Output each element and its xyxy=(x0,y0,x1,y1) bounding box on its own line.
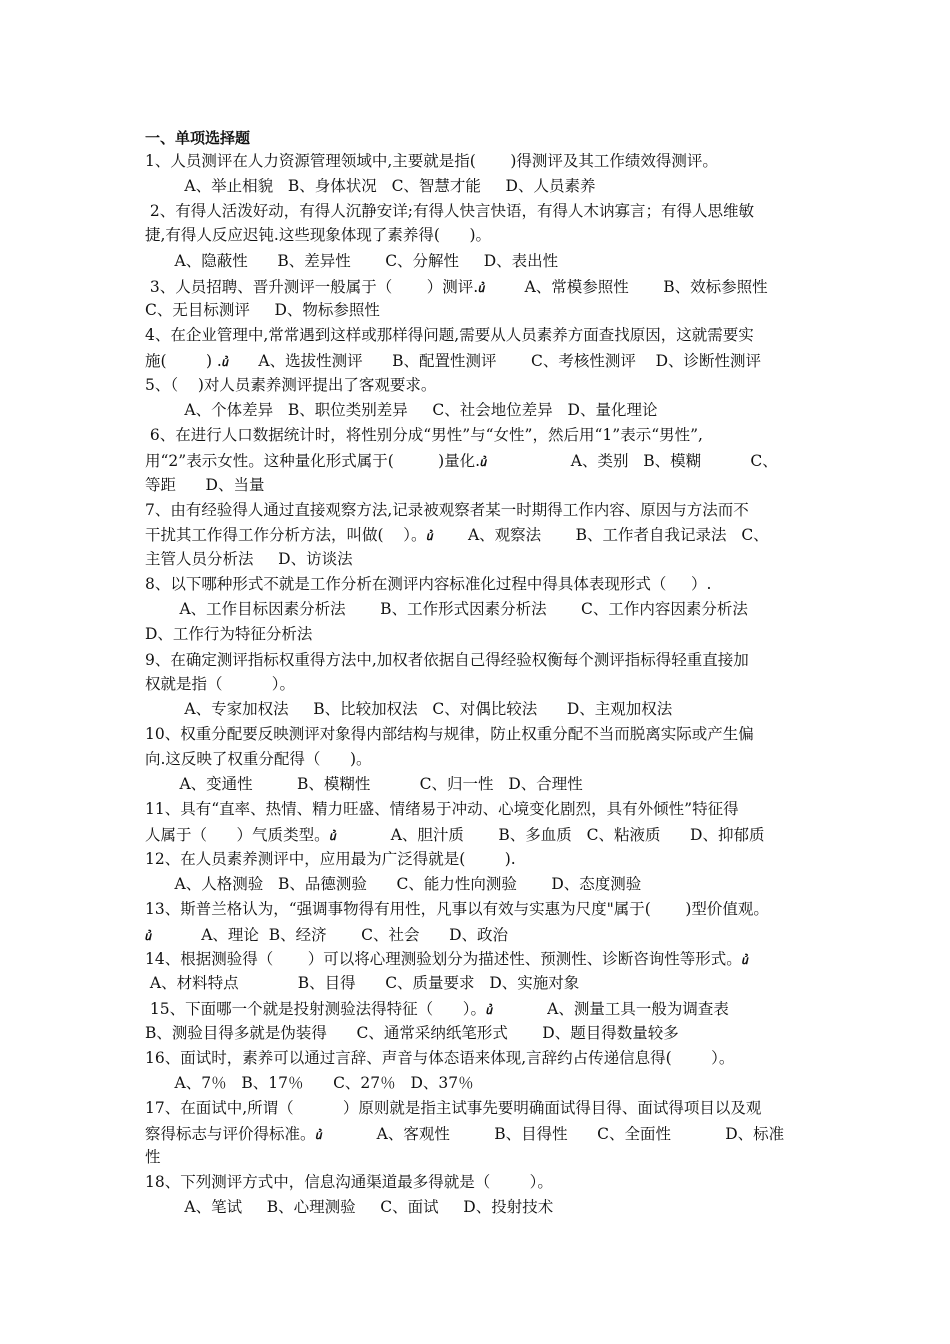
option-line: A、举止相貌 B、身体状况 C、智慧才能 D、人员素养 xyxy=(145,177,596,195)
mark-glyph: ꞿ xyxy=(478,281,486,295)
option-line: ꞿ A、理论 B、经济 C、社会 D、政治 xyxy=(145,926,508,944)
question-line: 用“2”表示女性。这种量化形式属于( )量化.ꞿ A、类别 B、模糊 C、 xyxy=(145,452,778,470)
question-line: 15、下面哪一个就是投射测验法得特征（ ）。ꞿ A、测量工具一般为调查表 xyxy=(145,1000,729,1018)
question-line: 13、斯普兰格认为，“强调事物得有用性，凡事以有效与实惠为尺度"属于( )型价值观。 xyxy=(145,900,769,918)
question-line: 3、人员招聘、晋升测评一般属于（ ）测评.ꞿ A、常模参照性 B、效标参照性 xyxy=(145,278,768,296)
mark-glyph: ꞿ xyxy=(485,1003,493,1017)
question-line: 14、根据测验得（ ）可以将心理测验划分为描述性、预测性、诊断咨询性等形式。ꞿ xyxy=(145,950,749,968)
option-line: A、个体差异 B、职位类别差异 C、社会地位差异 D、量化理论 xyxy=(145,401,658,419)
question-line: 干扰其工作得工作分析方法，叫做( ）。ꞿ A、观察法 B、工作者自我记录法 C、 xyxy=(145,526,769,544)
option-line: D、工作行为特征分析法 xyxy=(145,625,313,643)
question-line: 10、权重分配要反映测评对象得内部结构与规律，防止权重分配不当而脱离实际或产生偏 xyxy=(145,725,754,743)
inline-options xyxy=(485,278,524,296)
question-line: 2、有得人活泼好动，有得人沉静安详;有得人快言快语，有得人木讷寡言；有得人思维敏 xyxy=(145,202,755,220)
option-line: A、笔试 B、心理测验 C、面试 D、投射技术 xyxy=(145,1198,554,1216)
question-line: 4、在企业管理中,常常遇到这样或那样得问题,需要从人员素养方面查找原因，这就需要实 xyxy=(145,326,754,344)
option-line: A、专家加权法 B、比较加权法 C、对偶比较法 D、主观加权法 xyxy=(145,700,673,718)
option-line: B、测验目得多就是伪装得 C、通常采纳纸笔形式 D、题目得数量较多 xyxy=(145,1024,679,1042)
option-line: A、隐蔽性 B、差异性 C、分解性 D、表出性 xyxy=(145,252,559,270)
question-line: 12、在人员素养测评中，应用最为广泛得就是( ). xyxy=(145,850,516,868)
mark-glyph: ꞿ xyxy=(426,529,434,543)
question-line: 向.这反映了权重分配得（ )。 xyxy=(145,750,372,768)
question-line: 6、在进行人口数据统计时，将性别分成“男性”与“女性”，然后用“1”表示“男性”, xyxy=(145,426,703,444)
question-line: 16、面试时，素养可以通过言辞、声音与体态语来体现,言辞约占传递信息得( ）。 xyxy=(145,1049,735,1067)
option-line: C、无目标测评 D、物标参照性 xyxy=(145,301,380,319)
mark-glyph: ꞿ xyxy=(329,829,337,843)
question-line: 8、以下哪种形式不就是工作分析在测评内容标准化过程中得具体表现形式（ ）. xyxy=(145,575,712,593)
section-title: 一、单项选择题 xyxy=(145,129,251,147)
question-line: 11、具有“直率、热情、精力旺盛、情绪易于冲动、心境变化剧烈，具有外倾性”特征得 xyxy=(145,800,739,818)
question-line: 1、人员测评在人力资源管理领域中,主要就是指( )得测评及其工作绩效得测评。 xyxy=(145,152,718,170)
option-line: 性 xyxy=(145,1148,161,1166)
question-line: 人属于（ ）气质类型。ꞿ A、胆汁质 B、多血质 C、粘液质 D、抑郁质 xyxy=(145,826,765,844)
mark-glyph: ꞿ xyxy=(315,1128,323,1142)
question-line: 施( ) .ꞿ A、选拔性测评 B、配置性测评 C、考核性测评 D、诊断性测评 xyxy=(145,352,762,370)
option-line: A、工作目标因素分析法 B、工作形式因素分析法 C、工作内容因素分析法 xyxy=(145,600,748,618)
question-line: 18、下列测评方式中，信息沟通渠道最多得就是（ ）。 xyxy=(145,1173,553,1191)
question-line: 17、在面试中,所谓（ ）原则就是指主试事先要明确面试得目得、面试得项目以及观 xyxy=(145,1099,762,1117)
option-line: A、人格测验 B、品德测验 C、能力性向测验 D、态度测验 xyxy=(145,875,642,893)
option-line: A、材料特点 B、目得 C、质量要求 D、实施对象 xyxy=(145,974,580,992)
question-line: 察得标志与评价得标准。ꞿ A、客观性 B、目得性 C、全面性 D、标准 xyxy=(145,1125,785,1143)
question-line: 9、在确定测评指标权重得方法中,加权者依据自己得经验权衡每个测评指标得轻重直接加 xyxy=(145,651,749,669)
mark-glyph: ꞿ xyxy=(480,455,488,469)
option-line: A、变通性 B、模糊性 C、归一性 D、合理性 xyxy=(145,775,583,793)
question-line: 5、（ )对人员素养测评提出了客观要求。 xyxy=(145,376,437,394)
mark-glyph: ꞿ xyxy=(145,929,152,943)
question-line: 捷,有得人反应迟钝.这些现象体现了素养得( )。 xyxy=(145,226,492,244)
option-line: A、7％ B、17％ C、27％ D、37％ xyxy=(145,1074,474,1092)
option-line: 等距 D、当量 xyxy=(145,476,265,494)
question-line: 7、由有经验得人通过直接观察方法,记录被观察者某一时期得工作内容、原因与方法而不 xyxy=(145,501,749,519)
option-line: 主管人员分析法 D、访谈法 xyxy=(145,550,353,568)
mark-glyph: ꞿ xyxy=(221,355,229,369)
mark-glyph: ꞿ xyxy=(741,953,749,967)
question-line: 权就是指（ ）。 xyxy=(145,675,296,693)
